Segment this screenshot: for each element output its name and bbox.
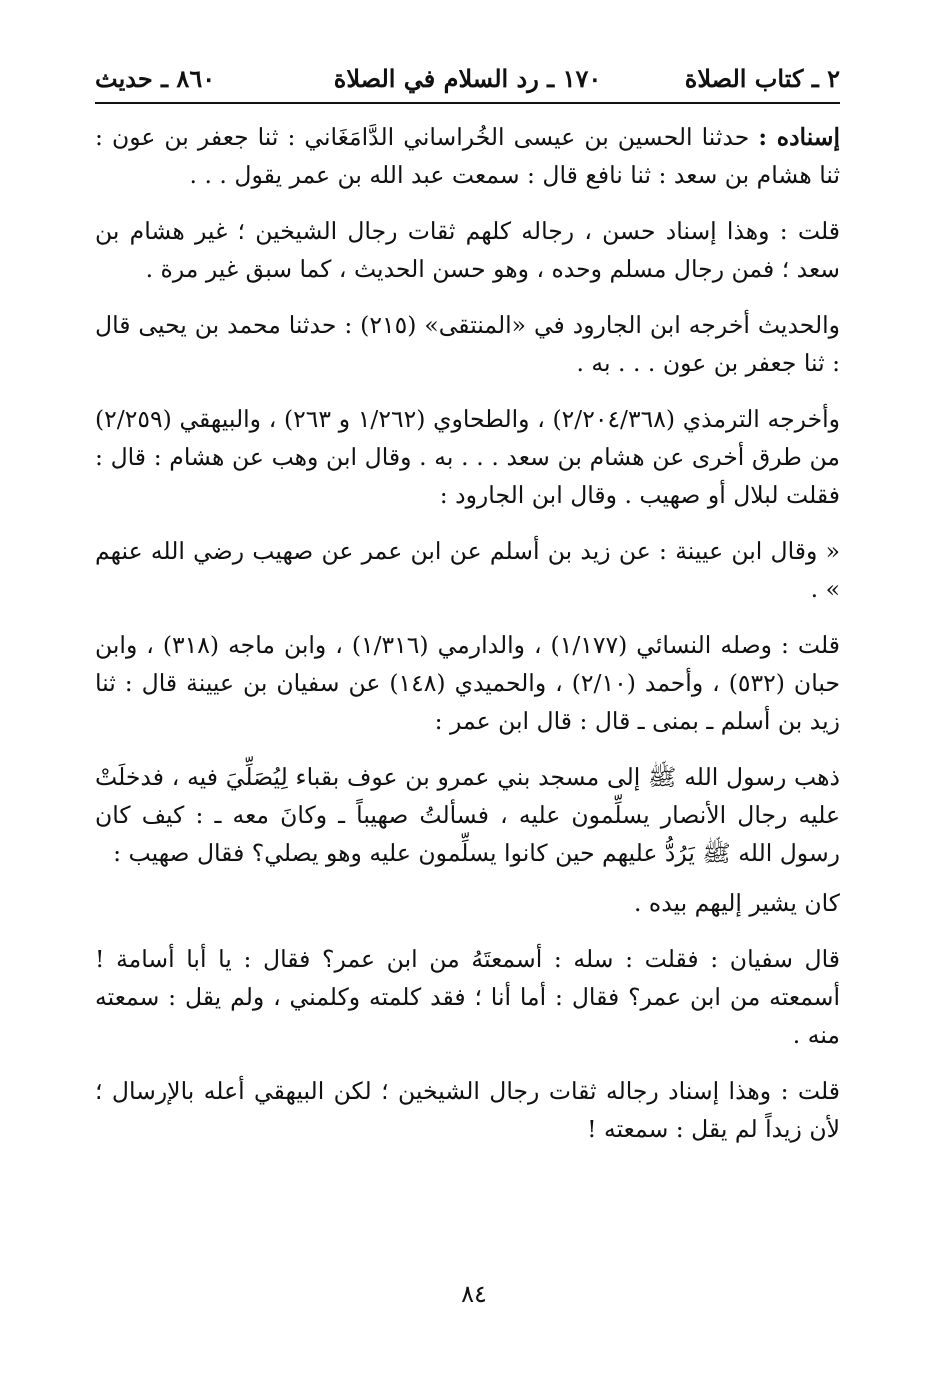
paragraph-text: قلت : وهذا إسناد حسن ، رجاله كلهم ثقات رجال الشيخين ؛ غير هشام بن سعد ؛ فمن رجال مسلم وحده ، وهو حسن الحديث ، كما سبق غير مرة . <box>95 217 840 283</box>
paragraph-sufyan <box>95 940 840 1054</box>
header-chapter-title: ١٧٠ ـ رد السلام في الصلاة <box>333 64 602 93</box>
paragraph-text: « وقال ابن عيينة : عن زيد بن أسلم عن ابن عمر عن صهيب رضي الله عنهم » . <box>95 537 840 603</box>
paragraph-text: حدثنا الحسين بن عيسى الخُراساني الدَّامَغَاني : ثنا جعفر بن عون : ثنا هشام بن سعد : ثنا نافع قال : سمعت عبد الله بن عمر يقول . . . <box>95 123 840 189</box>
paragraph-nasai <box>95 626 840 740</box>
paragraph-conclusion <box>95 1072 840 1148</box>
paragraph-hadith-text <box>95 758 840 872</box>
header-hadith-number: ٨٦٠ ـ حديث <box>95 64 216 93</box>
running-header <box>95 62 840 102</box>
header-book-title: ٢ ـ كتاب الصلاة <box>684 64 840 93</box>
paragraph-text: قلت : وصله النسائي (١/١٧٧) ، والدارمي (١/٣١٦) ، وابن ماجه (٣١٨) ، وابن حبان (٥٣٢) ، وأحمد (٢/١٠) ، والحميدي (١٤٨) عن سفيان بن عيينة قال : ثنا زيد بن أسلم ـ بمنى ـ قال : قال ابن عمر : <box>95 631 840 735</box>
header-divider <box>95 102 840 104</box>
paragraph-text: قلت : وهذا إسناد رجاله ثقات رجال الشيخين ؛ لكن البيهقي أعله بالإرسال ؛ لأن زيداً لم يقل : سمعته ! <box>95 1077 840 1143</box>
paragraph-hadith-ending <box>95 884 840 922</box>
paragraph-text: ذهب رسول الله ﷺ إلى مسجد بني عمرو بن عوف بقباء لِيُصَلِّيَ فيه ، فدخلَتْ عليه رجال الأنصار يسلِّمون عليه ، فسألتُ صهيباً ـ وكانَ معه ـ : كيف كان رسول الله ﷺ يَرُدُّ عليهم حين كانوا يسلِّمون عليه وهو يصلي؟ فقال صهيب : <box>95 763 841 867</box>
paragraph-text: قال سفيان : فقلت : سله : أسمعتَهُ من ابن عمر؟ فقال : يا أبا أسامة ! أسمعته من ابن عمر؟ فقال : أما أنا ؛ فقد كلمته وكلمني ، ولم يقل : سمعته منه . <box>95 945 840 1049</box>
isnad-lead: إسناده : <box>758 123 841 151</box>
paragraph-grading <box>95 212 840 288</box>
page-body <box>95 118 840 1166</box>
paragraph-ibn-uyaynah-quote <box>95 532 840 608</box>
paragraph-tirmidhi <box>95 400 840 514</box>
paragraph-text: كان يشير إليهم بيده . <box>633 889 840 917</box>
paragraph-isnad <box>95 118 840 194</box>
paragraph-text: وأخرجه الترمذي (٢/٢٠٤/٣٦٨) ، والطحاوي (١/٢٦٢ و ٢٦٣) ، والبيهقي (٢/٢٥٩) من طرق أخرى عن هشام بن سعد . . . به . وقال ابن وهب عن هشام : قال : فقلت لبلال أو صهيب . وقال ابن الجارود : <box>95 405 841 509</box>
paragraph-text: والحديث أخرجه ابن الجارود في «المنتقى» (٢١٥) : حدثنا محمد بن يحيى قال : ثنا جعفر بن عون . . . به . <box>95 311 840 377</box>
page-number: ٨٤ <box>461 1280 487 1308</box>
paragraph-ibn-jarud <box>95 306 840 382</box>
